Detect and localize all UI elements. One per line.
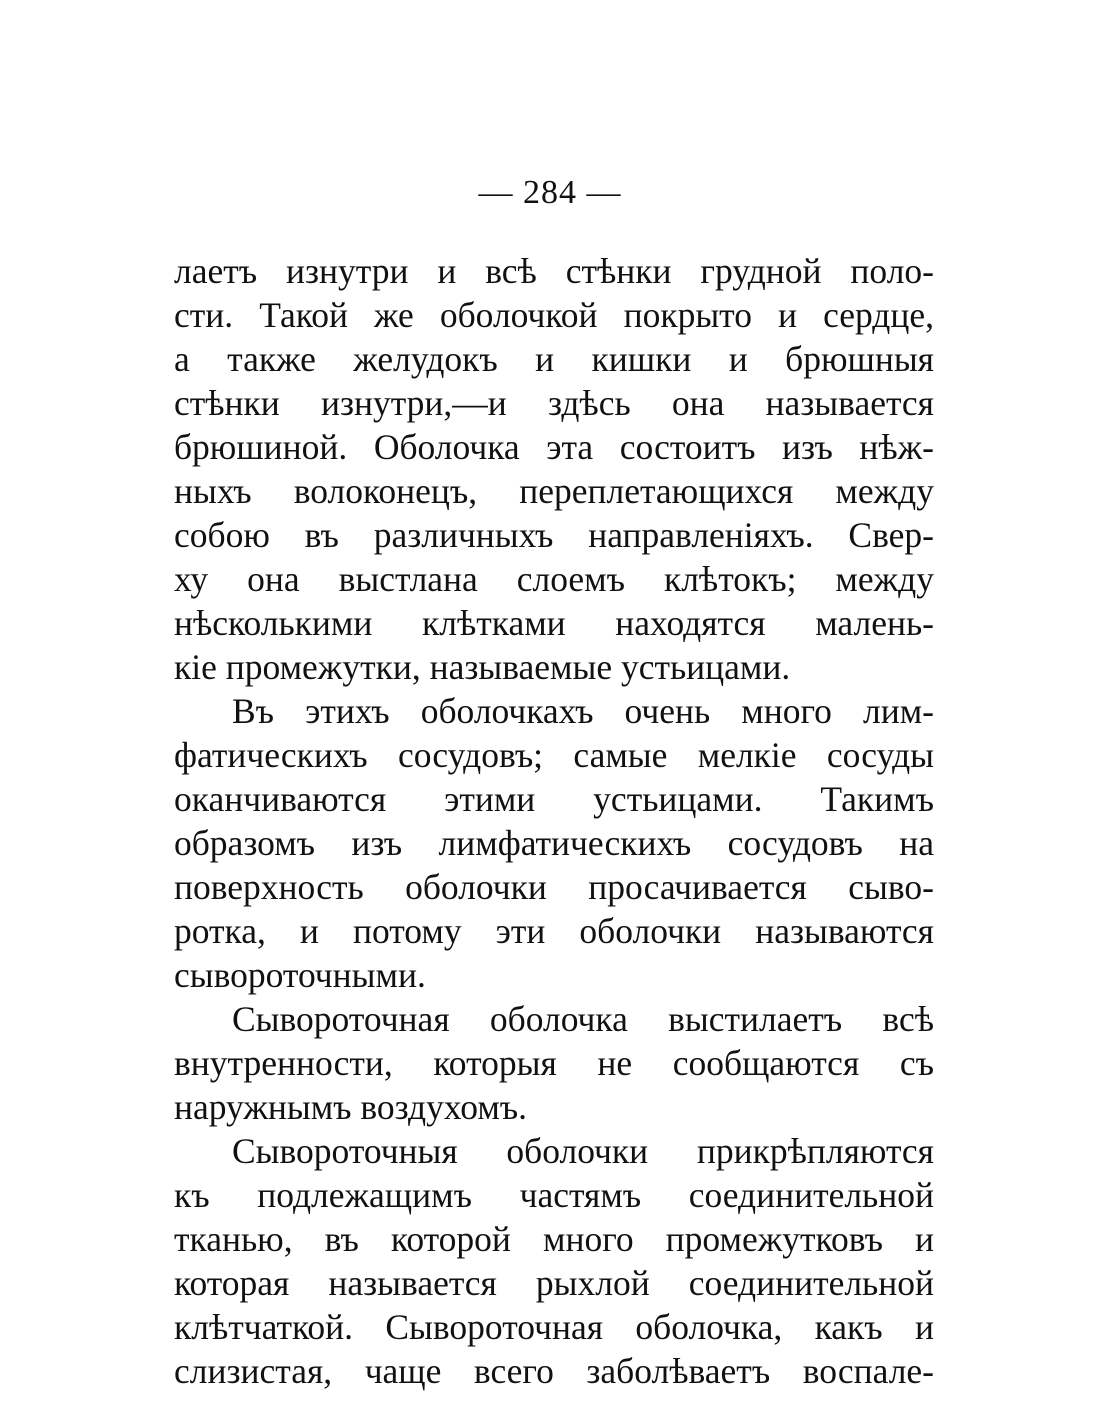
text-line: образомъ изъ лимфатическихъ сосудовъ на (174, 823, 934, 863)
text-line: тканью, въ которой много промежутковъ и (174, 1219, 934, 1259)
text-line: поверхность оболочки просачивается сыво- (174, 867, 934, 907)
text-line: сти. Такой же оболочкой покрыто и сердце, (174, 295, 934, 335)
text-line: нѣсколькими клѣтками находятся малень- (174, 603, 934, 643)
text-line: наружнымъ воздухомъ. (174, 1087, 528, 1127)
text-line: ротка, и потому эти оболочки называются (174, 911, 934, 951)
body-text (174, 249, 934, 1393)
text-line: ху она выстлана слоемъ клѣтокъ; между (174, 559, 934, 599)
text-line: а также желудокъ и кишки и брюшныя (174, 339, 934, 379)
text-line: оканчиваются этими устьицами. Такимъ (174, 779, 934, 819)
text-line: слизистая, чаще всего заболѣваетъ воспале- (174, 1351, 934, 1391)
text-line: внутренности, которыя не сообщаются съ (174, 1043, 934, 1083)
text-line: брюшиной. Оболочка эта состоитъ изъ нѣж- (174, 427, 934, 467)
text-line: собою въ различныхъ направленіяхъ. Свер- (174, 515, 934, 555)
text-line: ныхъ волоконецъ, переплетающихся между (174, 471, 934, 511)
text-line: къ подлежащимъ частямъ соединительной (174, 1175, 934, 1215)
text-line: Сывороточная оболочка выстилаетъ всѣ (232, 999, 934, 1039)
text-line: сывороточными. (174, 955, 426, 995)
text-line: стѣнки изнутри,—и здѣсь она называется (174, 383, 934, 423)
text-line: кіе промежутки, называемые устьицами. (174, 647, 791, 687)
text-line: лаетъ изнутри и всѣ стѣнки грудной поло- (174, 251, 934, 291)
text-line: Сывороточныя оболочки прикрѣпляются (232, 1131, 934, 1171)
page-number: — 284 — (478, 174, 622, 211)
text-line: Въ этихъ оболочкахъ очень много лим- (232, 691, 934, 731)
text-line: фатическихъ сосудовъ; самые мелкіе сосуды (174, 735, 934, 775)
text-line: которая называется рыхлой соединительной (174, 1263, 934, 1303)
text-line: клѣтчаткой. Сывороточная оболочка, какъ и (174, 1307, 934, 1347)
